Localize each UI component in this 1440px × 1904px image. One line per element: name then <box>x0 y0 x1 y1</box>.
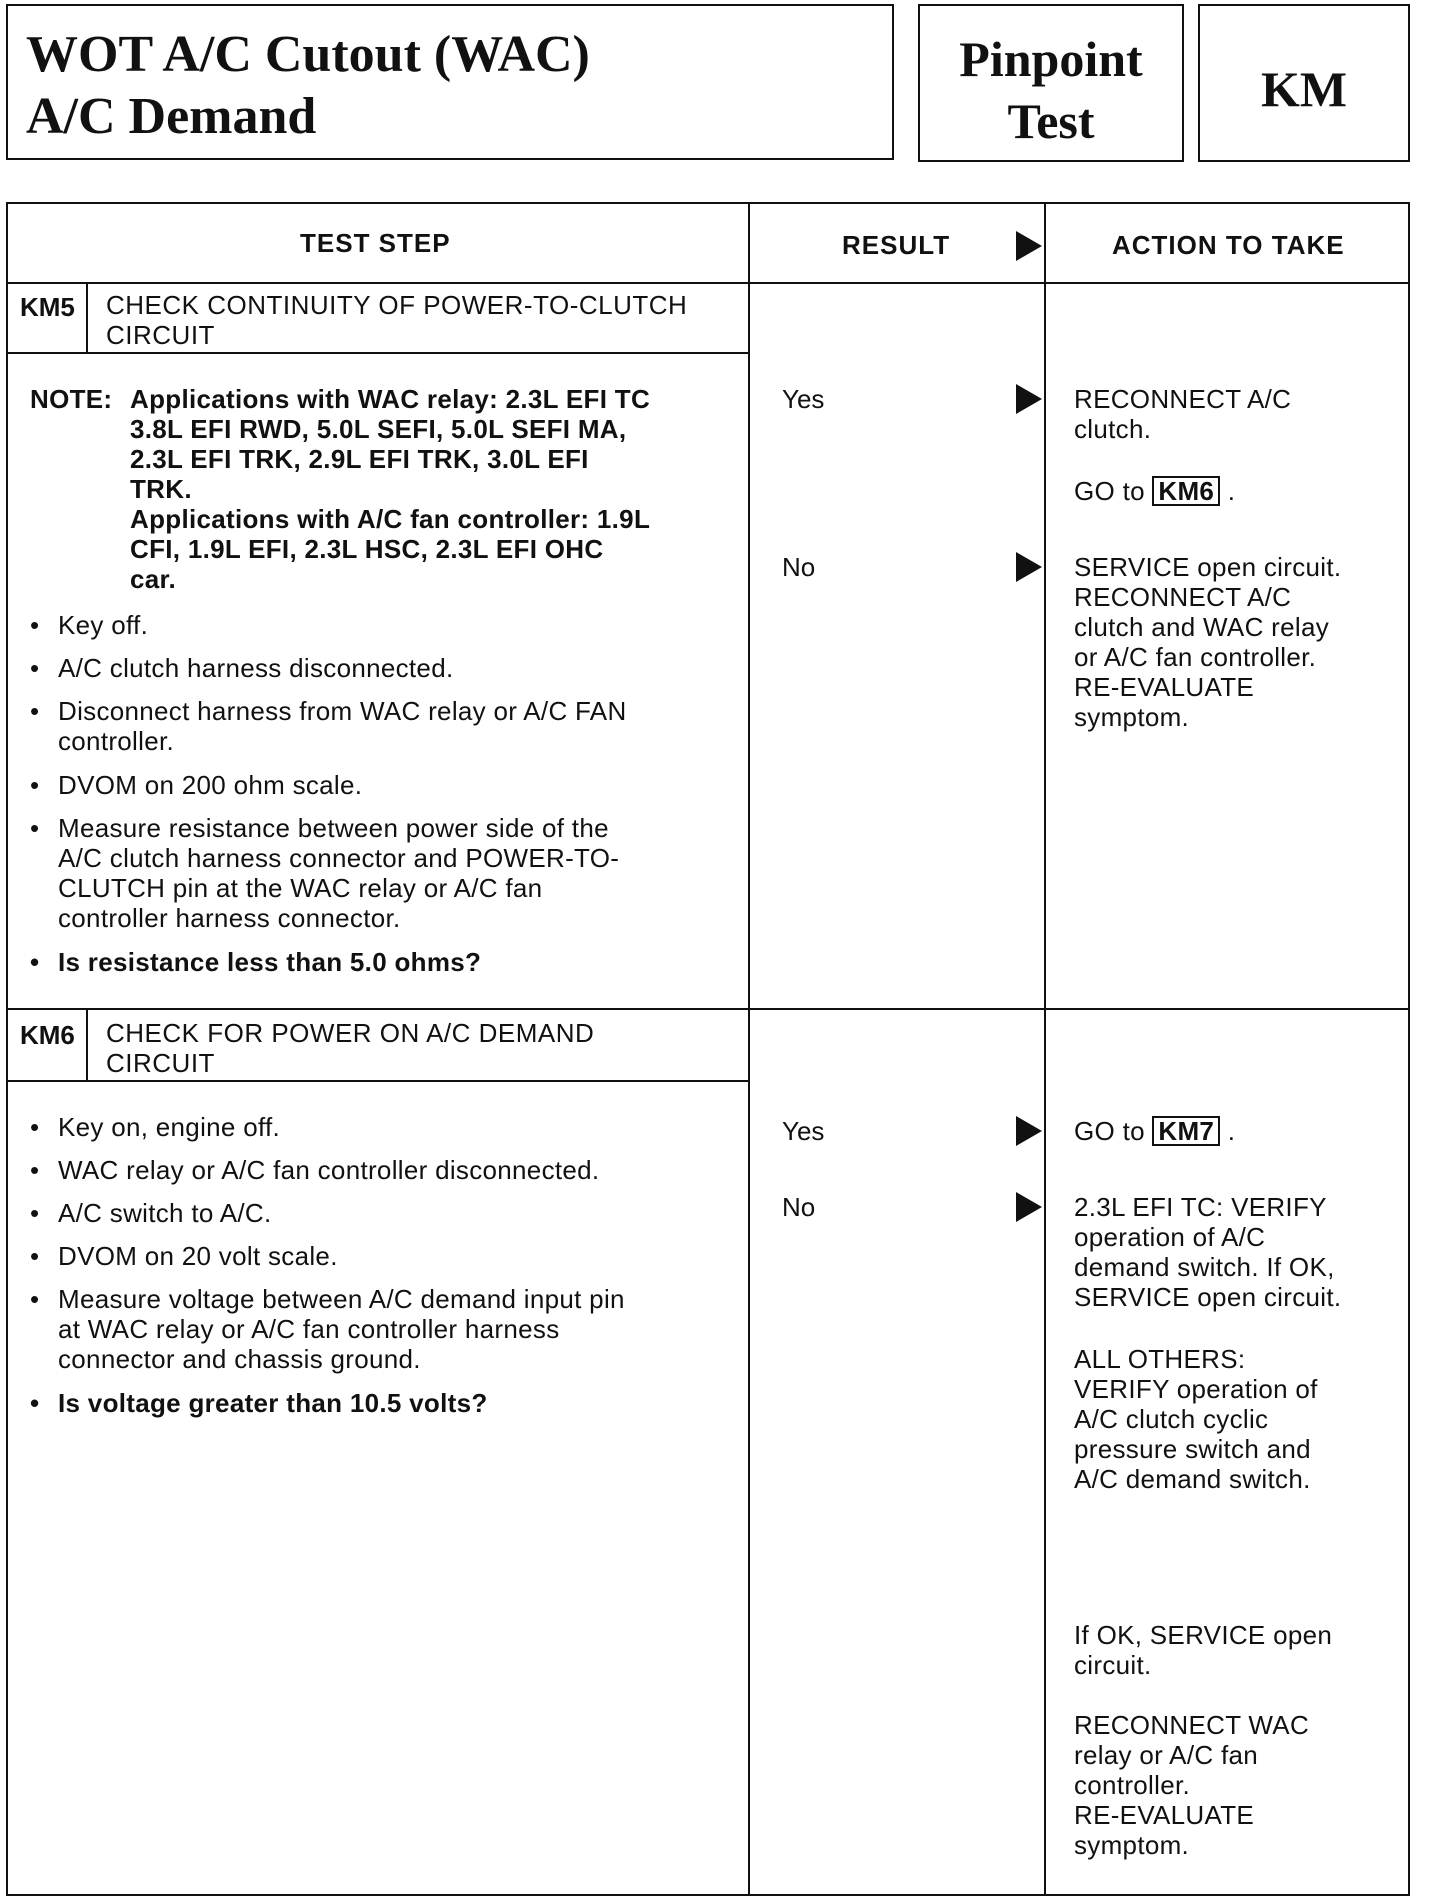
pinpoint-test-box <box>918 4 1184 162</box>
km5-result-yes: Yes <box>782 384 825 414</box>
action-line: relay or A/C fan <box>1074 1740 1258 1770</box>
goto-km6-link[interactable]: KM6 <box>1152 476 1220 506</box>
bullet-text: controller harness connector. <box>58 903 401 933</box>
km5-note-line: Applications with WAC relay: 2.3L EFI TC <box>130 384 651 414</box>
pinpoint-line-1: Pinpoint <box>959 31 1143 87</box>
km6-id-divider <box>86 1008 88 1082</box>
title-line-2: A/C Demand <box>26 88 317 145</box>
test-code-box <box>1198 4 1410 162</box>
km5-title-underline <box>6 352 748 354</box>
action-line: symptom. <box>1074 1830 1190 1860</box>
goto-prefix: GO to <box>1074 476 1145 506</box>
action-line: A/C clutch cyclic <box>1074 1404 1269 1434</box>
bullet-text: CLUTCH pin at the WAC relay or A/C fan <box>58 873 543 903</box>
bullet-text: DVOM on 20 volt scale. <box>58 1241 338 1271</box>
km6-result-yes: Yes <box>782 1116 825 1146</box>
bullet-text: Key on, engine off. <box>58 1112 281 1142</box>
column-header-test-step: TEST STEP <box>300 228 451 258</box>
action-line: 2.3L EFI TC: VERIFY <box>1074 1192 1327 1222</box>
km5-id-divider <box>86 282 88 354</box>
km5-note-line: 2.3L EFI TRK, 2.9L EFI TRK, 3.0L EFI <box>130 444 589 474</box>
bullet-text: controller. <box>58 726 175 756</box>
title-box <box>6 4 894 160</box>
bullet-dot-icon: • <box>30 1284 40 1314</box>
action-line: VERIFY operation of <box>1074 1374 1318 1404</box>
km5-title-line-1: CHECK CONTINUITY OF POWER-TO-CLUTCH <box>106 290 688 320</box>
km5-no-arrow-icon <box>1016 552 1042 582</box>
action-line: RECONNECT WAC <box>1074 1710 1310 1740</box>
km6-all-others <box>1074 1344 1318 1494</box>
bullet-text: Measure voltage between A/C demand input pin <box>58 1284 625 1314</box>
km6-if-ok <box>1074 1620 1332 1680</box>
action-line: RECONNECT A/C <box>1074 384 1292 414</box>
bullet-text: A/C clutch harness connector and POWER-TO- <box>58 843 620 873</box>
km5-step-title <box>106 290 687 350</box>
bullet-dot-icon: • <box>30 696 40 726</box>
km5-note-label: NOTE: <box>30 384 113 414</box>
page-title <box>26 24 590 148</box>
bullet-dot-icon: • <box>30 610 40 640</box>
bullet-text: connector and chassis ground. <box>58 1344 421 1374</box>
goto-km7-link[interactable]: KM7 <box>1152 1116 1220 1146</box>
km5-note-line: TRK. <box>130 474 192 504</box>
question-text: Is resistance less than 5.0 ohms? <box>58 947 482 977</box>
action-line: circuit. <box>1074 1650 1152 1680</box>
column-divider-2 <box>1044 202 1046 1896</box>
km5-step-id: KM5 <box>20 292 75 322</box>
km5-goto: GO to KM6 . <box>1074 476 1236 506</box>
action-line: RE-EVALUATE <box>1074 672 1255 702</box>
action-line: SERVICE open circuit. <box>1074 552 1342 582</box>
bullet-dot-icon: • <box>30 1112 40 1142</box>
bullet-text: WAC relay or A/C fan controller disconnected. <box>58 1155 600 1185</box>
km6-title-underline <box>6 1080 748 1082</box>
action-line: pressure switch and <box>1074 1434 1311 1464</box>
action-line: clutch. <box>1074 414 1152 444</box>
bullet-dot-icon: • <box>30 813 40 843</box>
action-line: demand switch. If OK, <box>1074 1252 1335 1282</box>
action-line: symptom. <box>1074 702 1190 732</box>
action-line: operation of A/C <box>1074 1222 1266 1252</box>
pinpoint-line-2: Test <box>1007 93 1095 149</box>
bullet-text: Key off. <box>58 610 149 640</box>
bullet-dot-icon: • <box>30 947 40 977</box>
goto-prefix: GO to <box>1074 1116 1145 1146</box>
km6-no-action <box>1074 1192 1341 1312</box>
title-line-1: WOT A/C Cutout (WAC) <box>26 26 590 83</box>
question-text: Is voltage greater than 10.5 volts? <box>58 1388 488 1418</box>
pinpoint-test-label <box>920 28 1182 152</box>
km5-note-line: CFI, 1.9L EFI, 2.3L HSC, 2.3L EFI OHC <box>130 534 604 564</box>
km5-title-line-2: CIRCUIT <box>106 320 215 350</box>
bullet-text: at WAC relay or A/C fan controller harness <box>58 1314 560 1344</box>
km6-goto: GO to KM7 . <box>1074 1116 1236 1146</box>
km6-reconnect <box>1074 1710 1309 1860</box>
bullet-dot-icon: • <box>30 770 40 800</box>
step-divider <box>6 1008 1410 1010</box>
action-line: or A/C fan controller. <box>1074 642 1317 672</box>
action-line: SERVICE open circuit. <box>1074 1282 1342 1312</box>
column-divider-1 <box>748 202 750 1896</box>
km6-title-line-2: CIRCUIT <box>106 1048 215 1078</box>
km6-result-no: No <box>782 1192 816 1222</box>
column-header-result: RESULT <box>842 230 951 260</box>
bullet-text: DVOM on 200 ohm scale. <box>58 770 363 800</box>
action-line: RECONNECT A/C <box>1074 582 1292 612</box>
bullet-dot-icon: • <box>30 1198 40 1228</box>
km5-note-line: Applications with A/C fan controller: 1.9L <box>130 504 651 534</box>
bullet-text: A/C clutch harness disconnected. <box>58 653 454 683</box>
km5-no-action <box>1074 552 1341 732</box>
km5-note-text <box>130 384 650 594</box>
km6-no-arrow-icon <box>1016 1192 1042 1222</box>
km6-step-title <box>106 1018 594 1078</box>
test-code: KM <box>1260 61 1348 117</box>
bullet-text: Measure resistance between power side of the <box>58 813 609 843</box>
bullet-dot-icon: • <box>30 653 40 683</box>
km5-yes-arrow-icon <box>1016 384 1042 414</box>
result-arrow-icon <box>1016 231 1042 261</box>
bullet-dot-icon: • <box>30 1241 40 1271</box>
km5-note-line: car. <box>130 564 177 594</box>
km5-note-line: 3.8L EFI RWD, 5.0L SEFI, 5.0L SEFI MA, <box>130 414 627 444</box>
column-header-action: ACTION TO TAKE <box>1112 230 1345 260</box>
km5-result-no: No <box>782 552 816 582</box>
bullet-dot-icon: • <box>30 1155 40 1185</box>
km6-step-id: KM6 <box>20 1020 75 1050</box>
action-line: If OK, SERVICE open <box>1074 1620 1333 1650</box>
action-line: A/C demand switch. <box>1074 1464 1311 1494</box>
action-line: ALL OTHERS: <box>1074 1344 1246 1374</box>
action-line: RE-EVALUATE <box>1074 1800 1255 1830</box>
km6-title-line-1: CHECK FOR POWER ON A/C DEMAND <box>106 1018 595 1048</box>
action-line: clutch and WAC relay <box>1074 612 1330 642</box>
bullet-dot-icon: • <box>30 1388 40 1418</box>
header-divider <box>6 282 1410 284</box>
km5-yes-action <box>1074 384 1291 444</box>
bullet-text: Disconnect harness from WAC relay or A/C FAN <box>58 696 627 726</box>
km6-yes-arrow-icon <box>1016 1116 1042 1146</box>
action-line: controller. <box>1074 1770 1191 1800</box>
bullet-text: A/C switch to A/C. <box>58 1198 272 1228</box>
